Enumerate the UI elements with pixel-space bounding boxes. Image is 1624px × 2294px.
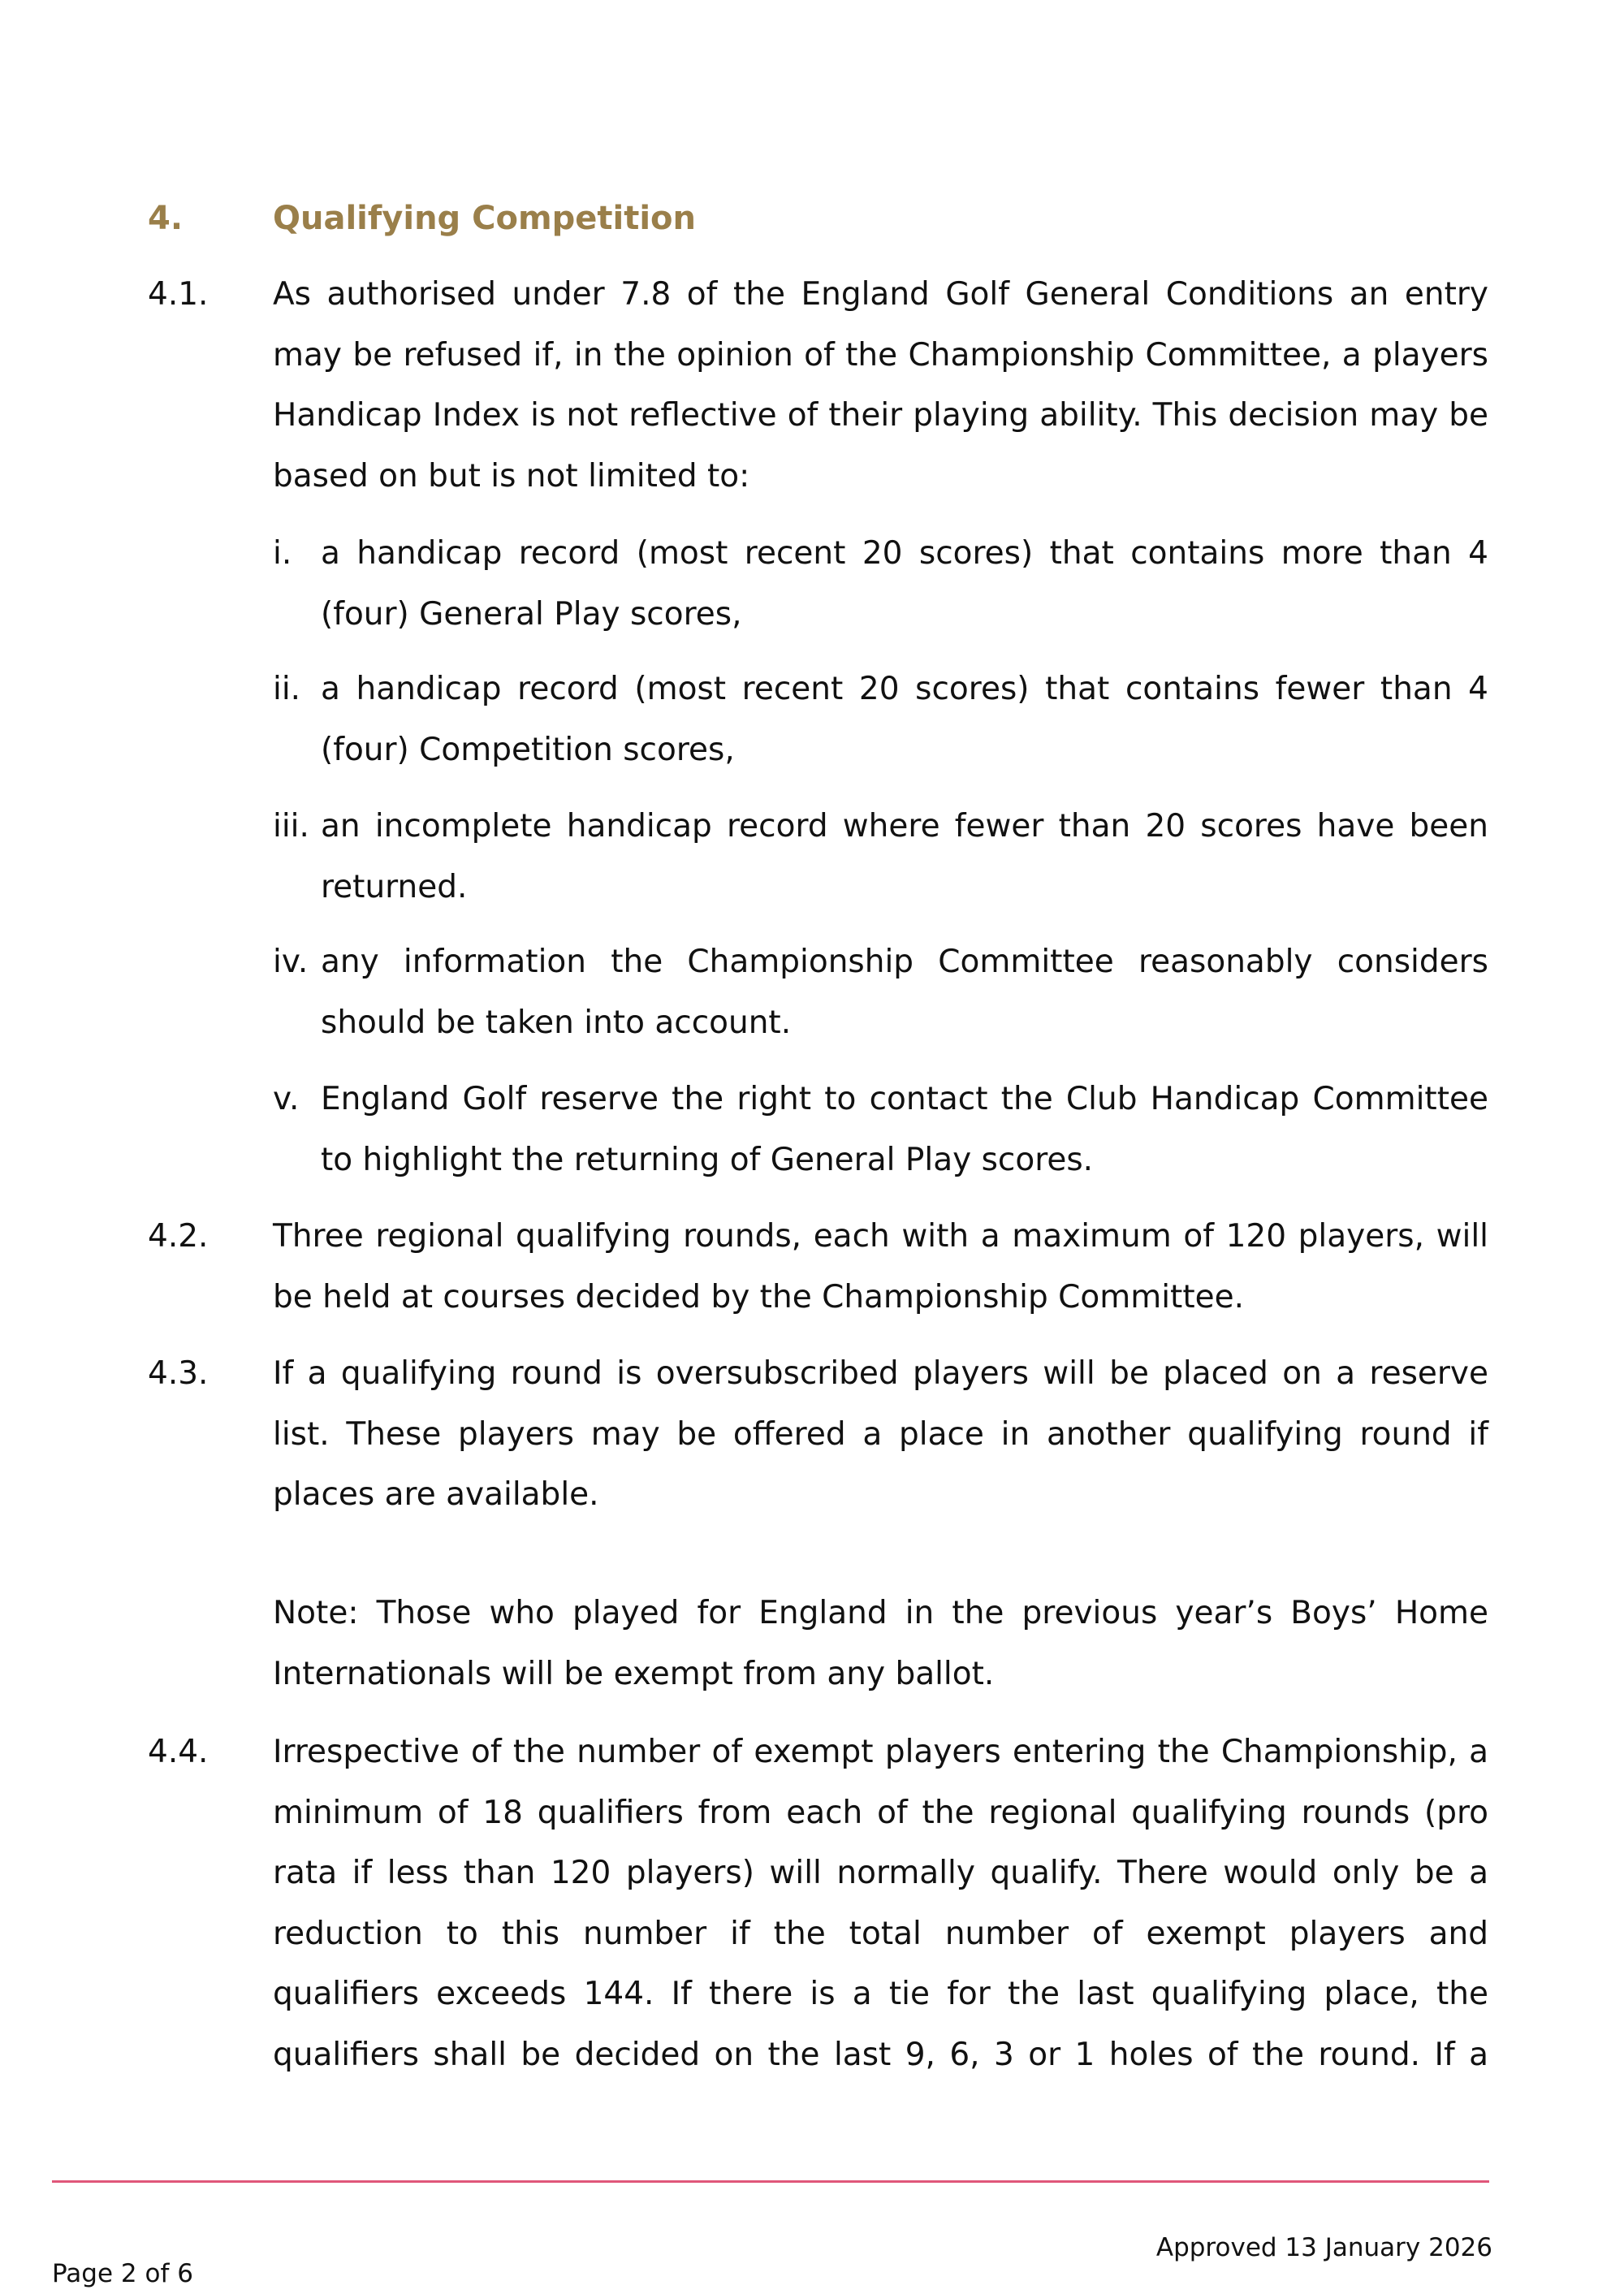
clause-number: 4.3. [148, 1355, 209, 1392]
approval-date: Approved 13 January 2026 [1155, 2233, 1492, 2262]
sub-text: an incomplete handicap record where fewer than 20 scores have been returned. [321, 808, 1488, 905]
clause-text: If a qualifying round is oversubscribed players will be placed on a reserve list. These players may be offered a place in another qualifying round if places are available. [273, 1355, 1488, 1513]
sub-number: i. [273, 535, 292, 572]
clause-number: 4.2. [148, 1218, 209, 1255]
clause-number: 4.1. [148, 276, 209, 313]
clause-text: Irrespective of the number of exempt players entering the Championship, a minimum of 18 qualifiers from each of the regional qualifying rounds (pro rata if less than 120 players) will normally qualify. There would only be a reduction to this number if the total number of exempt players and qualifiers exceeds 144. If there is a tie for the last qualifying place, the qualifiers shall be decided on the last 9, 6, 3 or 1 holes of the round. If a [273, 1734, 1488, 2073]
sub-number: iv. [273, 944, 309, 980]
sub-text: a handicap record (most recent 20 scores) that contains more than 4 (four) General Play scores, [321, 535, 1488, 633]
clause-text: As authorised under 7.8 of the England Golf General Conditions an entry may be refused if, in the opinion of the Championship Committee, a players Handicap Index is not reflective of their playing ability. This decision may be based on but is not limited to: [273, 276, 1488, 495]
sub-text: a handicap record (most recent 20 scores) that contains fewer than 4 (four) Competition scores, [321, 671, 1488, 768]
clause-number: 4.4. [148, 1734, 209, 1770]
sub-number: v. [273, 1081, 300, 1117]
footer-divider [52, 2180, 1489, 2183]
sub-text: England Golf reserve the right to contact the Club Handicap Committee to highlight the returning of General Play scores. [321, 1081, 1488, 1178]
page-number: Page 2 of 6 [52, 2259, 193, 2288]
sub-text: any information the Championship Committee reasonably considers should be taken into account. [321, 944, 1488, 1041]
sub-number: iii. [273, 808, 309, 845]
note-text: Note: Those who played for England in the previous year’s Boys’ Home Internationals will be exempt from any ballot. [273, 1595, 1488, 1692]
section-heading [148, 195, 697, 242]
section-title: Qualifying Competition [273, 200, 697, 237]
section-number: 4. [148, 200, 184, 237]
sub-number: ii. [273, 671, 301, 707]
clause-text: Three regional qualifying rounds, each with a maximum of 120 players, will be held at courses decided by the Championship Committee. [273, 1218, 1488, 1315]
